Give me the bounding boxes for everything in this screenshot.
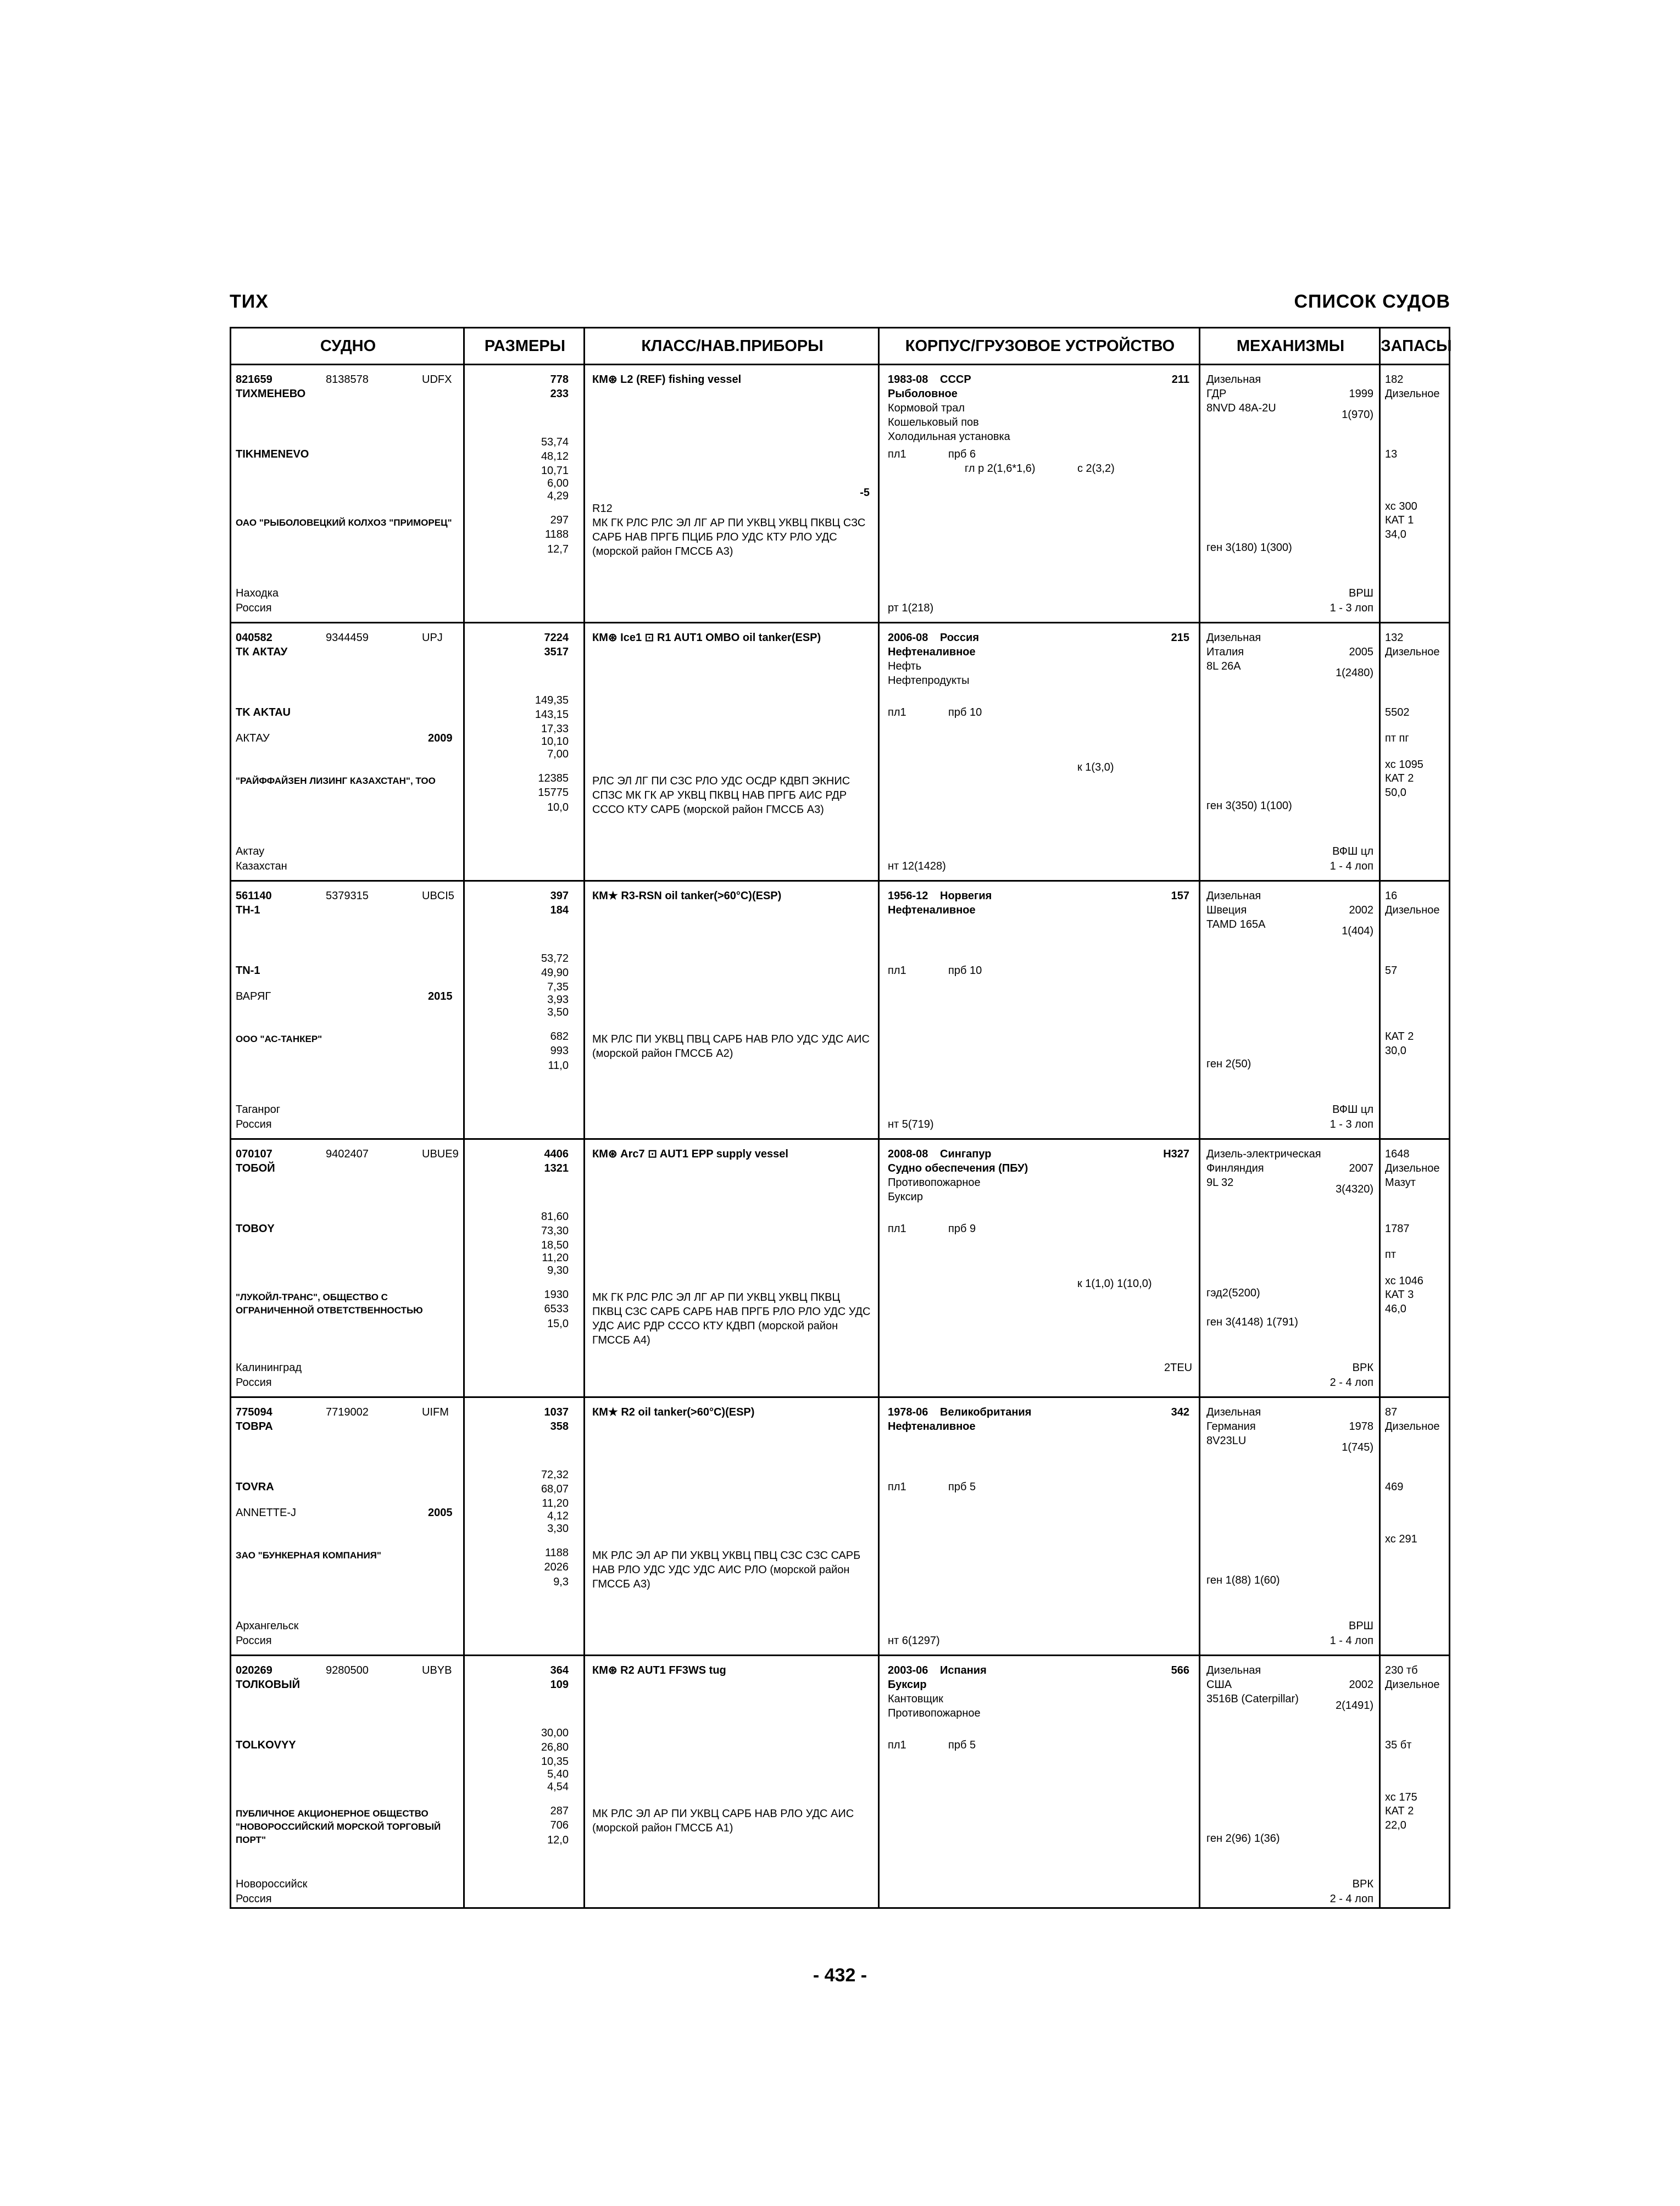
hull-type: Судно обеспечения (ПБУ) (888, 1162, 1028, 1174)
class-notation: КМ⊛ Arc7 ⊡ AUT1 EPP supply vessel (592, 1148, 788, 1160)
dimension-value: 18,50 (541, 1239, 569, 1251)
column-header-dimensions: РАЗМЕРЫ (484, 337, 566, 355)
bulkhead-count: прб 10 (948, 965, 982, 977)
bulkhead-count: прб 5 (948, 1481, 976, 1493)
container-capacity: 2TEU (1164, 1362, 1193, 1374)
hull-detail: Противопожарное (888, 1177, 981, 1189)
engine-country: Финляндия (1206, 1162, 1264, 1174)
generators: ген 3(4148) 1(791) (1206, 1316, 1298, 1328)
project-number: 342 (1171, 1406, 1189, 1418)
tonnage-value: 364 (550, 1664, 569, 1676)
dimension-value: 6,00 (547, 477, 569, 489)
propeller-blades: 1 - 4 лоп (1329, 1635, 1373, 1647)
home-port: Актау (236, 845, 265, 857)
stores-value: КАТ 2 (1385, 1030, 1414, 1043)
dimension-value: 1188 (544, 1547, 569, 1559)
project-number: 566 (1171, 1664, 1189, 1676)
project-number: 215 (1171, 632, 1189, 644)
page-header-left: ТИХ (230, 291, 269, 312)
build-date: 2003-06 (888, 1664, 928, 1676)
registry-number: 070107 (236, 1148, 272, 1160)
stores-value: КАТ 2 (1385, 1805, 1414, 1817)
rename-year: 2015 (428, 990, 453, 1002)
owner-name: "ЛУКОЙЛ-ТРАНС", ОБЩЕСТВО С ОГРАНИЧЕННОЙ ОТВЕТСТВЕННОСТЬЮ (236, 1292, 423, 1316)
engine-type: Дизельная (1206, 632, 1261, 644)
vessel-name: ТК АКТАУ (236, 646, 288, 658)
tonnage-value: 1321 (544, 1162, 569, 1174)
stores-value: 35 бт (1385, 1739, 1412, 1751)
column-header-row (231, 328, 1452, 365)
stores-value: 30,0 (1385, 1045, 1406, 1057)
cargo-gear: с 2(3,2) (1077, 463, 1115, 475)
vessel-entry (231, 1656, 1449, 1914)
stores-value: Дизельное (1385, 1679, 1440, 1691)
former-name: ANNETTE-J (236, 1507, 296, 1519)
engine-year: 2005 (1349, 646, 1373, 658)
class-notation: КМ⊛ Ice1 ⊡ R1 AUT1 OMBO oil tanker(ESP) (592, 632, 821, 644)
dimension-value: 17,33 (541, 723, 569, 735)
hull-detail: Холодильная установка (888, 431, 1010, 443)
build-country: Испания (940, 1664, 987, 1676)
propeller-blades: 2 - 4 лоп (1329, 1377, 1373, 1389)
engine-type: Дизельная (1206, 1664, 1261, 1676)
owner-name: "РАЙФФАЙЗЕН ЛИЗИНГ КАЗАХСТАН", ТОО (236, 776, 436, 786)
navigation-equipment: МК ГК РЛС РЛС ЭЛ ЛГ АР ПИ УКВЦ УКВЦ ПКВЦ СЗС САРБ НАВ ПРГБ ПЦИБ РЛО УДС КТУ РЛО УДС (морской район ГМССБ А3) (592, 517, 866, 558)
project-number: 157 (1171, 890, 1189, 902)
dimension-value: 5,40 (547, 1768, 569, 1780)
dimension-value: 11,20 (542, 1252, 569, 1264)
page-number: - 432 - (813, 1965, 867, 1986)
engine-power: 3(4320) (1336, 1183, 1373, 1195)
generators: ген 3(350) 1(100) (1206, 800, 1292, 812)
class-notation: КМ⊛ L2 (REF) fishing vessel (592, 374, 742, 386)
generators: ген 2(50) (1206, 1058, 1251, 1070)
column-divider (1379, 328, 1381, 1907)
vessel-name-latin: TOLKOVYY (236, 1739, 296, 1751)
cargo-gear: к 1(1,0) 1(10,0) (1077, 1278, 1152, 1290)
engine-power: 1(745) (1342, 1441, 1373, 1453)
hull-type: Нефтеналивное (888, 904, 976, 916)
stores-value: 34,0 (1385, 528, 1406, 541)
column-divider (1199, 328, 1200, 1907)
owner-name: ЗАО "БУНКЕРНАЯ КОМПАНИЯ" (236, 1550, 381, 1561)
bulkhead-count: прб 10 (948, 706, 982, 718)
home-port: Новороссийск (236, 1878, 308, 1890)
dimension-value: 143,15 (535, 709, 569, 721)
hull-detail: Нефть (888, 660, 922, 672)
bulkhead-count: прб 5 (948, 1739, 976, 1751)
flag-state: Россия (236, 1893, 272, 1905)
call-sign: UBYB (422, 1664, 452, 1676)
call-sign: UBUE9 (422, 1148, 459, 1160)
engine-model: 3516B (Caterpillar) (1206, 1693, 1299, 1705)
call-sign: UPJ (422, 632, 443, 644)
call-sign: UDFX (422, 374, 452, 386)
hull-type: Нефтеналивное (888, 646, 976, 658)
dimension-value: 81,60 (541, 1211, 569, 1223)
deck-count: пл1 (888, 1223, 906, 1235)
stores-value: 22,0 (1385, 1819, 1406, 1831)
bulkhead-count: прб 6 (948, 448, 976, 460)
build-country: Россия (940, 632, 980, 644)
call-sign: UIFM (422, 1406, 449, 1418)
imo-number: 9344459 (326, 632, 369, 644)
dimension-value: 287 (550, 1805, 569, 1817)
vessel-name-latin: TOVRA (236, 1481, 274, 1493)
electric-motor: гэд2(5200) (1206, 1287, 1260, 1299)
dimension-value: 3,93 (547, 994, 569, 1006)
owner-name: ОАО "РЫБОЛОВЕЦКИЙ КОЛХОЗ "ПРИМОРЕЦ" (236, 517, 452, 528)
navigation-equipment: МК РЛС ЭЛ АР ПИ УКВЦ САРБ НАВ РЛО УДС АИС (морской район ГМССБ А1) (592, 1808, 854, 1834)
propeller-type: ВРШ (1348, 1620, 1373, 1632)
tonnage-value: 4406 (544, 1148, 569, 1160)
registry-number: 020269 (236, 1664, 272, 1676)
stores-value: 46,0 (1385, 1303, 1406, 1315)
vessel-name: ТОВРА (236, 1420, 273, 1433)
dimension-value: 1188 (544, 528, 569, 541)
tonnage-value: 358 (550, 1420, 569, 1433)
vessel-name: ТОБОЙ (236, 1162, 275, 1174)
stores-value: пт (1385, 1249, 1396, 1261)
engine-type: Дизельная (1206, 374, 1261, 386)
stores-value: 132 (1385, 632, 1404, 644)
stores-value: хс 300 (1385, 500, 1417, 512)
hull-type: Рыболовное (888, 388, 958, 400)
column-header-vessel: СУДНО (320, 337, 376, 355)
stores-value: КАТ 3 (1385, 1289, 1414, 1301)
dimension-value: 49,90 (541, 967, 569, 979)
hull-detail: Кантовщик (888, 1693, 943, 1705)
tonnage-value: 1037 (544, 1406, 569, 1418)
cargo-tanks: нт 5(719) (888, 1118, 934, 1130)
cargo-tanks: рт 1(218) (888, 602, 934, 614)
imo-number: 9280500 (326, 1664, 369, 1676)
build-country: Сингапур (940, 1148, 992, 1160)
home-port: Архангельск (236, 1620, 299, 1632)
cargo-tanks: нт 12(1428) (888, 860, 946, 872)
dimension-value: 7,35 (547, 981, 569, 993)
vessel-entry (231, 1398, 1449, 1656)
stores-value: КАТ 1 (1385, 514, 1414, 526)
dimension-value: 10,10 (541, 736, 569, 748)
ice-class: R12 (592, 503, 613, 515)
tonnage-value: 3517 (544, 646, 569, 658)
flag-state: Россия (236, 1118, 272, 1130)
build-country: СССР (940, 374, 971, 386)
stores-value: Мазут (1385, 1177, 1416, 1189)
vessel-name: ТИХМЕНЕВО (236, 388, 306, 400)
stores-value: Дизельное (1385, 388, 1440, 400)
deck-count: пл1 (888, 965, 906, 977)
engine-model: 8NVD 48A-2U (1206, 402, 1276, 414)
deck-count: пл1 (888, 706, 906, 718)
cargo-tanks: нт 6(1297) (888, 1635, 940, 1647)
build-date: 1978-06 (888, 1406, 928, 1418)
engine-model: 8V23LU (1206, 1435, 1247, 1447)
propeller-blades: 1 - 4 лоп (1329, 860, 1373, 872)
navigation-equipment: МК ГК РЛС РЛС ЭЛ ЛГ АР ПИ УКВЦ УКВЦ ПКВЦ ПКВЦ СЗС САРБ САРБ НАВ ПРГБ РЛО РЛО УДС УДС УДС АИС РДР СССО КТУ КДВП (морской район ГМССБ А4) (592, 1291, 871, 1346)
dimension-value: 15,0 (547, 1318, 569, 1330)
dimension-value: 12,7 (547, 543, 569, 555)
engine-country: Германия (1206, 1420, 1256, 1433)
build-date: 2006-08 (888, 632, 928, 644)
engine-model: 8L 26A (1206, 660, 1241, 672)
propeller-blades: 1 - 3 лоп (1329, 602, 1373, 614)
dimension-value: 53,74 (541, 436, 569, 448)
registry-number: 821659 (236, 374, 272, 386)
dimension-value: 4,54 (547, 1781, 569, 1793)
dimension-value: 9,3 (553, 1576, 569, 1588)
engine-country: США (1206, 1679, 1232, 1691)
dimension-value: 10,71 (541, 465, 569, 477)
home-port: Находка (236, 587, 279, 599)
engine-power: 1(404) (1342, 925, 1373, 937)
engine-power: 1(2480) (1336, 667, 1373, 679)
generators: ген 1(88) 1(60) (1206, 1574, 1280, 1586)
stores-value: 50,0 (1385, 787, 1406, 799)
call-sign: UBCI5 (422, 890, 454, 902)
vessel-entry (231, 623, 1449, 882)
vessel-name: ТОЛКОВЫЙ (236, 1679, 300, 1691)
tonnage-value: 184 (550, 904, 569, 916)
hull-detail: Нефтепродукты (888, 675, 970, 687)
tonnage-value: 397 (550, 890, 569, 902)
hull-temperature: -5 (860, 487, 870, 499)
deck-count: пл1 (888, 1481, 906, 1493)
dimension-value: 9,30 (547, 1264, 569, 1277)
engine-model: 9L 32 (1206, 1177, 1234, 1189)
dimension-value: 3,50 (547, 1006, 569, 1018)
stores-value: КАТ 2 (1385, 772, 1414, 784)
deck-count: пл1 (888, 1739, 906, 1751)
engine-country: Италия (1206, 646, 1244, 658)
flag-state: Россия (236, 602, 272, 614)
class-notation: КМ★ R2 oil tanker(>60°C)(ESP) (592, 1406, 755, 1418)
propeller-blades: 1 - 3 лоп (1329, 1118, 1373, 1130)
stores-value: 1648 (1385, 1148, 1410, 1160)
propeller-blades: 2 - 4 лоп (1329, 1893, 1373, 1905)
imo-number: 7719002 (326, 1406, 369, 1418)
stores-value: 16 (1385, 890, 1398, 902)
engine-year: 2002 (1349, 904, 1373, 916)
stores-value: 87 (1385, 1406, 1398, 1418)
home-port: Таганрог (236, 1104, 281, 1116)
engine-year: 2007 (1349, 1162, 1373, 1174)
stores-value: Дизельное (1385, 904, 1440, 916)
build-date: 1983-08 (888, 374, 928, 386)
build-date: 1956-12 (888, 890, 928, 902)
generators: ген 3(180) 1(300) (1206, 542, 1292, 554)
dimension-value: 7,00 (547, 748, 569, 760)
stores-value: хс 175 (1385, 1791, 1417, 1803)
engine-power: 2(1491) (1336, 1700, 1373, 1712)
column-header-hull: КОРПУС/ГРУЗОВОЕ УСТРОЙСТВО (905, 337, 1175, 355)
class-notation: КМ⊛ R2 AUT1 FF3WS tug (592, 1664, 726, 1676)
hull-type: Нефтеналивное (888, 1420, 976, 1433)
stores-value: 469 (1385, 1481, 1404, 1493)
owner-name: ПУБЛИЧНОЕ АКЦИОНЕРНОЕ ОБЩЕСТВО "НОВОРОССИЙСКИЙ МОРСКОЙ ТОРГОВЫЙ ПОРТ" (236, 1808, 441, 1845)
hull-detail: Буксир (888, 1191, 923, 1203)
navigation-equipment: РЛС ЭЛ ЛГ ПИ СЗС РЛО УДС ОСДР КДВП ЭКНИС СПЗС МК ГК АР УКВЦ ПКВЦ НАВ ПРГБ АИС РДР СССО КТУ САРБ (морской район ГМССБ А3) (592, 775, 850, 816)
hull-type: Буксир (888, 1679, 927, 1691)
navigation-equipment: МК РЛС ПИ УКВЦ ПВЦ САРБ НАВ РЛО УДС УДС АИС (морской район ГМССБ А2) (592, 1033, 870, 1060)
engine-country: Швеция (1206, 904, 1247, 916)
stores-value: Дизельное (1385, 1162, 1440, 1174)
stores-value: 230 тб (1385, 1664, 1418, 1676)
imo-number: 9402407 (326, 1148, 369, 1160)
propeller-type: ВФШ цл (1332, 845, 1373, 857)
vessel-name-latin: TOBOY (236, 1223, 275, 1235)
build-country: Великобритания (940, 1406, 1032, 1418)
tonnage-value: 7224 (544, 632, 569, 644)
flag-state: Россия (236, 1377, 272, 1389)
column-divider (463, 328, 465, 1907)
stores-value: 1787 (1385, 1223, 1410, 1235)
cargo-gear: гл р 2(1,6*1,6) (965, 463, 1036, 475)
dimension-value: 15775 (538, 787, 569, 799)
engine-year: 1978 (1349, 1420, 1373, 1433)
column-header-stores: ЗАПАСЫ (1381, 337, 1452, 355)
dimension-value: 4,12 (547, 1510, 569, 1522)
engine-type: Дизельная (1206, 1406, 1261, 1418)
dimension-value: 48,12 (541, 450, 569, 463)
vessel-name: ТН-1 (236, 904, 260, 916)
column-header-machinery: МЕХАНИЗМЫ (1236, 337, 1345, 355)
propeller-type: ВРШ (1348, 587, 1373, 599)
engine-power: 1(970) (1342, 409, 1373, 421)
hull-detail: Кормовой трал (888, 402, 965, 414)
dimension-value: 72,32 (541, 1469, 569, 1481)
engine-model: TAMD 165A (1206, 918, 1266, 931)
vessel-name-latin: TN-1 (236, 965, 260, 977)
dimension-value: 1930 (544, 1289, 569, 1301)
registry-number: 040582 (236, 632, 272, 644)
vessel-entry (231, 365, 1449, 623)
page-header-right: СПИСОК СУДОВ (1294, 291, 1450, 312)
propeller-type: ВФШ цл (1332, 1104, 1373, 1116)
rename-year: 2005 (428, 1507, 453, 1519)
dimension-value: 993 (550, 1045, 569, 1057)
navigation-equipment: МК РЛС ЭЛ АР ПИ УКВЦ УКВЦ ПВЦ СЗС СЗС САРБ НАВ РЛО УДС УДС УДС АИС РЛО (морской район ГМССБ А3) (592, 1550, 861, 1590)
imo-number: 8138578 (326, 374, 369, 386)
dimension-value: 10,0 (547, 801, 569, 814)
engine-type: Дизельная (1206, 890, 1261, 902)
deck-count: пл1 (888, 448, 906, 460)
engine-type: Дизель-электрическая (1206, 1148, 1321, 1160)
engine-year: 2002 (1349, 1679, 1373, 1691)
dimension-value: 30,00 (541, 1727, 569, 1739)
stores-value: хс 291 (1385, 1533, 1417, 1545)
flag-state: Россия (236, 1635, 272, 1647)
column-header-class: КЛАСС/НАВ.ПРИБОРЫ (641, 337, 824, 355)
vessel-register-table (230, 327, 1450, 1909)
hull-detail: Противопожарное (888, 1707, 981, 1719)
bulkhead-count: прб 9 (948, 1223, 976, 1235)
dimension-value: 297 (550, 514, 569, 526)
tonnage-value: 778 (550, 374, 569, 386)
dimension-value: 706 (550, 1819, 569, 1831)
stores-value: 57 (1385, 965, 1398, 977)
stores-value: Дизельное (1385, 1420, 1440, 1433)
propeller-type: ВРК (1352, 1878, 1373, 1890)
former-name: АКТАУ (236, 732, 270, 744)
dimension-value: 12,0 (547, 1834, 569, 1846)
build-country: Норвегия (940, 890, 992, 902)
stores-value: хс 1046 (1385, 1275, 1423, 1287)
propeller-type: ВРК (1352, 1362, 1373, 1374)
stores-value: 182 (1385, 374, 1404, 386)
stores-value: 13 (1385, 448, 1398, 460)
vessel-name-latin: TIKHMENEVO (236, 448, 309, 460)
generators: ген 2(96) 1(36) (1206, 1832, 1280, 1845)
engine-country: ГДР (1206, 388, 1227, 400)
tonnage-value: 233 (550, 388, 569, 400)
hull-detail: Кошельковый пов (888, 416, 979, 428)
dimension-value: 11,20 (542, 1497, 569, 1509)
rename-year: 2009 (428, 732, 453, 744)
dimension-value: 4,29 (547, 490, 569, 502)
dimension-value: 2026 (544, 1561, 569, 1573)
dimension-value: 11,0 (548, 1060, 569, 1072)
class-notation: КМ★ R3-RSN oil tanker(>60°C)(ESP) (592, 890, 782, 902)
vessel-entry (231, 882, 1449, 1140)
dimension-value: 73,30 (541, 1225, 569, 1237)
dimension-value: 149,35 (535, 694, 569, 706)
imo-number: 5379315 (326, 890, 369, 902)
stores-value: пт пг (1385, 732, 1409, 744)
dimension-value: 682 (550, 1030, 569, 1043)
stores-value: 5502 (1385, 706, 1410, 718)
project-number: H327 (1163, 1148, 1189, 1160)
registry-number: 775094 (236, 1406, 272, 1418)
flag-state: Казахстан (236, 860, 287, 872)
build-date: 2008-08 (888, 1148, 928, 1160)
column-divider (583, 328, 585, 1907)
former-name: ВАРЯГ (236, 990, 271, 1002)
vessel-entry (231, 1140, 1449, 1398)
vessel-name-latin: TK AKTAU (236, 706, 291, 718)
dimension-value: 10,35 (541, 1756, 569, 1768)
tonnage-value: 109 (550, 1679, 569, 1691)
stores-value: Дизельное (1385, 646, 1440, 658)
home-port: Калининград (236, 1362, 302, 1374)
engine-year: 1999 (1349, 388, 1373, 400)
registry-number: 561140 (236, 890, 272, 902)
stores-value: хс 1095 (1385, 759, 1423, 771)
owner-name: ООО "АС-ТАНКЕР" (236, 1034, 322, 1044)
project-number: 211 (1171, 374, 1189, 386)
dimension-value: 26,80 (541, 1741, 569, 1753)
dimension-value: 3,30 (547, 1523, 569, 1535)
dimension-value: 53,72 (541, 952, 569, 965)
dimension-value: 68,07 (541, 1483, 569, 1495)
dimension-value: 12385 (538, 772, 569, 784)
column-divider (878, 328, 880, 1907)
cargo-gear: к 1(3,0) (1077, 761, 1114, 773)
dimension-value: 6533 (544, 1303, 569, 1315)
